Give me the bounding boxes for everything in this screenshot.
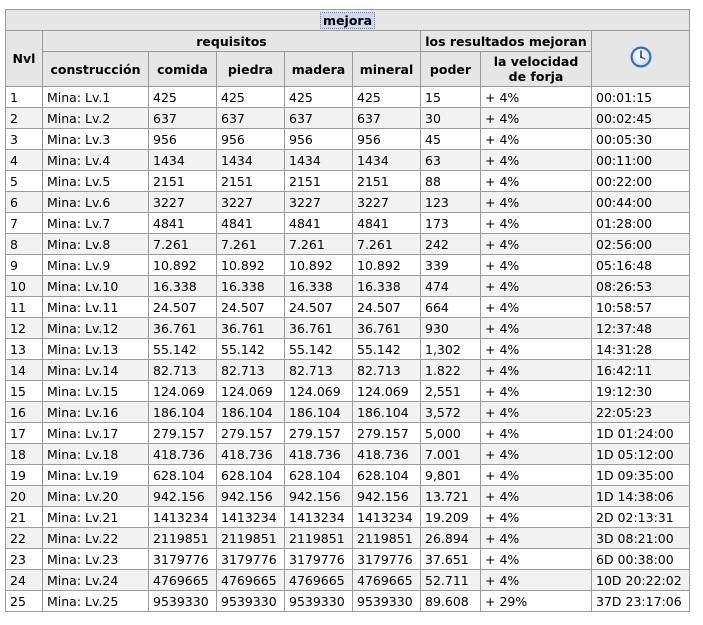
cell-madera: 425 bbox=[285, 87, 353, 108]
cell-comida: 9539330 bbox=[149, 591, 217, 612]
cell-velocidad: + 4% bbox=[481, 234, 592, 255]
cell-comida: 16.338 bbox=[149, 276, 217, 297]
cell-velocidad: + 4% bbox=[481, 276, 592, 297]
cell-comida: 637 bbox=[149, 108, 217, 129]
table-row bbox=[6, 591, 690, 612]
cell-velocidad: + 29% bbox=[481, 591, 592, 612]
cell-comida: 3179776 bbox=[149, 549, 217, 570]
cell-piedra: 55.142 bbox=[217, 339, 285, 360]
cell-madera: 9539330 bbox=[285, 591, 353, 612]
cell-time: 1D 14:38:06 bbox=[592, 486, 690, 507]
cell-poder: 339 bbox=[421, 255, 481, 276]
cell-mineral: 16.338 bbox=[353, 276, 421, 297]
table-title-text: mejora bbox=[320, 12, 375, 29]
cell-building: Mina: Lv.16 bbox=[43, 402, 149, 423]
cell-poder: 19.209 bbox=[421, 507, 481, 528]
cell-building: Mina: Lv.13 bbox=[43, 339, 149, 360]
cell-comida: 1413234 bbox=[149, 507, 217, 528]
cell-mineral: 9539330 bbox=[353, 591, 421, 612]
cell-piedra: 2119851 bbox=[217, 528, 285, 549]
cell-comida: 425 bbox=[149, 87, 217, 108]
cell-piedra: 942.156 bbox=[217, 486, 285, 507]
cell-velocidad: + 4% bbox=[481, 171, 592, 192]
cell-velocidad: + 4% bbox=[481, 423, 592, 444]
cell-comida: 3227 bbox=[149, 192, 217, 213]
cell-mineral: 82.713 bbox=[353, 360, 421, 381]
cell-comida: 36.761 bbox=[149, 318, 217, 339]
cell-piedra: 3179776 bbox=[217, 549, 285, 570]
cell-building: Mina: Lv.9 bbox=[43, 255, 149, 276]
header-requisitos: requisitos bbox=[43, 31, 421, 52]
table-row bbox=[6, 150, 690, 171]
header-velocidad bbox=[481, 52, 592, 87]
cell-madera: 7.261 bbox=[285, 234, 353, 255]
cell-mineral: 628.104 bbox=[353, 465, 421, 486]
cell-time: 00:11:00 bbox=[592, 150, 690, 171]
cell-level: 2 bbox=[6, 108, 43, 129]
cell-level: 4 bbox=[6, 150, 43, 171]
table-row bbox=[6, 444, 690, 465]
header-construccion: construcción bbox=[43, 52, 149, 87]
cell-madera: 628.104 bbox=[285, 465, 353, 486]
table-row bbox=[6, 339, 690, 360]
cell-madera: 4841 bbox=[285, 213, 353, 234]
cell-building: Mina: Lv.20 bbox=[43, 486, 149, 507]
cell-level: 19 bbox=[6, 465, 43, 486]
cell-velocidad: + 4% bbox=[481, 255, 592, 276]
cell-building: Mina: Lv.12 bbox=[43, 318, 149, 339]
cell-velocidad: + 4% bbox=[481, 549, 592, 570]
cell-level: 1 bbox=[6, 87, 43, 108]
cell-mineral: 637 bbox=[353, 108, 421, 129]
cell-velocidad: + 4% bbox=[481, 318, 592, 339]
cell-level: 14 bbox=[6, 360, 43, 381]
cell-level: 17 bbox=[6, 423, 43, 444]
cell-velocidad: + 4% bbox=[481, 360, 592, 381]
cell-piedra: 4769665 bbox=[217, 570, 285, 591]
cell-time: 1D 09:35:00 bbox=[592, 465, 690, 486]
table-row bbox=[6, 213, 690, 234]
cell-piedra: 36.761 bbox=[217, 318, 285, 339]
header-resultados: los resultados mejoran bbox=[421, 31, 592, 52]
cell-poder: 88 bbox=[421, 171, 481, 192]
cell-level: 9 bbox=[6, 255, 43, 276]
cell-building: Mina: Lv.22 bbox=[43, 528, 149, 549]
cell-comida: 942.156 bbox=[149, 486, 217, 507]
cell-level: 20 bbox=[6, 486, 43, 507]
cell-time: 00:05:30 bbox=[592, 129, 690, 150]
cell-mineral: 2119851 bbox=[353, 528, 421, 549]
cell-madera: 956 bbox=[285, 129, 353, 150]
cell-madera: 10.892 bbox=[285, 255, 353, 276]
cell-mineral: 7.261 bbox=[353, 234, 421, 255]
table-row bbox=[6, 171, 690, 192]
table-row bbox=[6, 570, 690, 591]
cell-level: 5 bbox=[6, 171, 43, 192]
cell-mineral: 1434 bbox=[353, 150, 421, 171]
header-time bbox=[592, 31, 690, 87]
header-comida: comida bbox=[149, 52, 217, 87]
cell-time: 01:28:00 bbox=[592, 213, 690, 234]
cell-time: 19:12:30 bbox=[592, 381, 690, 402]
cell-velocidad: + 4% bbox=[481, 192, 592, 213]
cell-comida: 24.507 bbox=[149, 297, 217, 318]
cell-velocidad: + 4% bbox=[481, 297, 592, 318]
cell-poder: 474 bbox=[421, 276, 481, 297]
cell-mineral: 124.069 bbox=[353, 381, 421, 402]
cell-level: 22 bbox=[6, 528, 43, 549]
header-mineral: mineral bbox=[353, 52, 421, 87]
clock-icon bbox=[629, 45, 653, 72]
cell-level: 25 bbox=[6, 591, 43, 612]
cell-time: 00:44:00 bbox=[592, 192, 690, 213]
cell-piedra: 3227 bbox=[217, 192, 285, 213]
cell-comida: 279.157 bbox=[149, 423, 217, 444]
cell-poder: 7.001 bbox=[421, 444, 481, 465]
cell-mineral: 3179776 bbox=[353, 549, 421, 570]
cell-time: 37D 23:17:06 bbox=[592, 591, 690, 612]
cell-comida: 4841 bbox=[149, 213, 217, 234]
cell-madera: 2119851 bbox=[285, 528, 353, 549]
cell-piedra: 425 bbox=[217, 87, 285, 108]
cell-time: 1D 05:12:00 bbox=[592, 444, 690, 465]
cell-piedra: 7.261 bbox=[217, 234, 285, 255]
cell-madera: 3179776 bbox=[285, 549, 353, 570]
cell-level: 7 bbox=[6, 213, 43, 234]
cell-piedra: 9539330 bbox=[217, 591, 285, 612]
cell-piedra: 124.069 bbox=[217, 381, 285, 402]
cell-madera: 3227 bbox=[285, 192, 353, 213]
header-velocidad-line1: la velocidad bbox=[493, 54, 579, 69]
table-row bbox=[6, 318, 690, 339]
table-body bbox=[6, 87, 690, 612]
cell-velocidad: + 4% bbox=[481, 528, 592, 549]
cell-piedra: 279.157 bbox=[217, 423, 285, 444]
cell-mineral: 942.156 bbox=[353, 486, 421, 507]
cell-piedra: 4841 bbox=[217, 213, 285, 234]
table-row bbox=[6, 360, 690, 381]
cell-time: 00:02:45 bbox=[592, 108, 690, 129]
cell-velocidad: + 4% bbox=[481, 444, 592, 465]
cell-madera: 279.157 bbox=[285, 423, 353, 444]
cell-madera: 36.761 bbox=[285, 318, 353, 339]
table-row bbox=[6, 234, 690, 255]
cell-building: Mina: Lv.7 bbox=[43, 213, 149, 234]
cell-building: Mina: Lv.10 bbox=[43, 276, 149, 297]
table-title bbox=[6, 10, 690, 31]
cell-velocidad: + 4% bbox=[481, 465, 592, 486]
cell-building: Mina: Lv.21 bbox=[43, 507, 149, 528]
cell-level: 3 bbox=[6, 129, 43, 150]
cell-time: 10:58:57 bbox=[592, 297, 690, 318]
cell-building: Mina: Lv.14 bbox=[43, 360, 149, 381]
cell-level: 10 bbox=[6, 276, 43, 297]
cell-building: Mina: Lv.25 bbox=[43, 591, 149, 612]
cell-level: 11 bbox=[6, 297, 43, 318]
cell-building: Mina: Lv.8 bbox=[43, 234, 149, 255]
table-row bbox=[6, 528, 690, 549]
cell-level: 8 bbox=[6, 234, 43, 255]
cell-madera: 82.713 bbox=[285, 360, 353, 381]
cell-level: 24 bbox=[6, 570, 43, 591]
cell-mineral: 279.157 bbox=[353, 423, 421, 444]
cell-piedra: 24.507 bbox=[217, 297, 285, 318]
cell-mineral: 24.507 bbox=[353, 297, 421, 318]
cell-mineral: 418.736 bbox=[353, 444, 421, 465]
cell-poder: 30 bbox=[421, 108, 481, 129]
cell-comida: 7.261 bbox=[149, 234, 217, 255]
cell-piedra: 956 bbox=[217, 129, 285, 150]
cell-velocidad: + 4% bbox=[481, 129, 592, 150]
cell-piedra: 418.736 bbox=[217, 444, 285, 465]
cell-level: 18 bbox=[6, 444, 43, 465]
cell-poder: 173 bbox=[421, 213, 481, 234]
cell-time: 00:22:00 bbox=[592, 171, 690, 192]
cell-poder: 52.711 bbox=[421, 570, 481, 591]
cell-poder: 2,551 bbox=[421, 381, 481, 402]
cell-madera: 55.142 bbox=[285, 339, 353, 360]
cell-piedra: 1413234 bbox=[217, 507, 285, 528]
cell-mineral: 956 bbox=[353, 129, 421, 150]
cell-poder: 26.894 bbox=[421, 528, 481, 549]
cell-mineral: 3227 bbox=[353, 192, 421, 213]
table-row bbox=[6, 108, 690, 129]
cell-comida: 55.142 bbox=[149, 339, 217, 360]
cell-poder: 1.822 bbox=[421, 360, 481, 381]
cell-level: 12 bbox=[6, 318, 43, 339]
table-row bbox=[6, 129, 690, 150]
header-piedra: piedra bbox=[217, 52, 285, 87]
cell-mineral: 10.892 bbox=[353, 255, 421, 276]
cell-building: Mina: Lv.6 bbox=[43, 192, 149, 213]
cell-velocidad: + 4% bbox=[481, 486, 592, 507]
cell-velocidad: + 4% bbox=[481, 402, 592, 423]
cell-time: 16:42:11 bbox=[592, 360, 690, 381]
cell-madera: 1413234 bbox=[285, 507, 353, 528]
cell-time: 10D 20:22:02 bbox=[592, 570, 690, 591]
cell-mineral: 1413234 bbox=[353, 507, 421, 528]
cell-building: Mina: Lv.15 bbox=[43, 381, 149, 402]
cell-building: Mina: Lv.11 bbox=[43, 297, 149, 318]
cell-poder: 63 bbox=[421, 150, 481, 171]
table-row bbox=[6, 87, 690, 108]
cell-level: 15 bbox=[6, 381, 43, 402]
table-row bbox=[6, 402, 690, 423]
cell-time: 14:31:28 bbox=[592, 339, 690, 360]
cell-madera: 942.156 bbox=[285, 486, 353, 507]
cell-poder: 5,000 bbox=[421, 423, 481, 444]
cell-poder: 13.721 bbox=[421, 486, 481, 507]
cell-building: Mina: Lv.2 bbox=[43, 108, 149, 129]
table-row bbox=[6, 423, 690, 444]
cell-comida: 2119851 bbox=[149, 528, 217, 549]
cell-piedra: 10.892 bbox=[217, 255, 285, 276]
cell-madera: 24.507 bbox=[285, 297, 353, 318]
cell-building: Mina: Lv.4 bbox=[43, 150, 149, 171]
cell-velocidad: + 4% bbox=[481, 381, 592, 402]
cell-madera: 418.736 bbox=[285, 444, 353, 465]
cell-time: 00:01:15 bbox=[592, 87, 690, 108]
cell-piedra: 16.338 bbox=[217, 276, 285, 297]
cell-building: Mina: Lv.24 bbox=[43, 570, 149, 591]
cell-level: 16 bbox=[6, 402, 43, 423]
cell-building: Mina: Lv.5 bbox=[43, 171, 149, 192]
header-poder: poder bbox=[421, 52, 481, 87]
cell-mineral: 2151 bbox=[353, 171, 421, 192]
cell-time: 1D 01:24:00 bbox=[592, 423, 690, 444]
cell-building: Mina: Lv.19 bbox=[43, 465, 149, 486]
cell-poder: 37.651 bbox=[421, 549, 481, 570]
table-row bbox=[6, 255, 690, 276]
cell-time: 22:05:23 bbox=[592, 402, 690, 423]
cell-velocidad: + 4% bbox=[481, 108, 592, 129]
cell-mineral: 4841 bbox=[353, 213, 421, 234]
cell-time: 02:56:00 bbox=[592, 234, 690, 255]
cell-mineral: 36.761 bbox=[353, 318, 421, 339]
cell-piedra: 628.104 bbox=[217, 465, 285, 486]
cell-comida: 418.736 bbox=[149, 444, 217, 465]
cell-comida: 82.713 bbox=[149, 360, 217, 381]
cell-poder: 89.608 bbox=[421, 591, 481, 612]
cell-poder: 242 bbox=[421, 234, 481, 255]
cell-comida: 956 bbox=[149, 129, 217, 150]
cell-velocidad: + 4% bbox=[481, 150, 592, 171]
cell-velocidad: + 4% bbox=[481, 87, 592, 108]
cell-comida: 4769665 bbox=[149, 570, 217, 591]
cell-madera: 4769665 bbox=[285, 570, 353, 591]
table-row bbox=[6, 276, 690, 297]
cell-piedra: 1434 bbox=[217, 150, 285, 171]
cell-building: Mina: Lv.23 bbox=[43, 549, 149, 570]
cell-piedra: 2151 bbox=[217, 171, 285, 192]
cell-mineral: 186.104 bbox=[353, 402, 421, 423]
cell-comida: 10.892 bbox=[149, 255, 217, 276]
cell-level: 21 bbox=[6, 507, 43, 528]
cell-level: 23 bbox=[6, 549, 43, 570]
cell-time: 08:26:53 bbox=[592, 276, 690, 297]
cell-comida: 186.104 bbox=[149, 402, 217, 423]
table-row bbox=[6, 192, 690, 213]
cell-poder: 15 bbox=[421, 87, 481, 108]
cell-time: 2D 02:13:31 bbox=[592, 507, 690, 528]
cell-building: Mina: Lv.17 bbox=[43, 423, 149, 444]
cell-time: 6D 00:38:00 bbox=[592, 549, 690, 570]
cell-madera: 637 bbox=[285, 108, 353, 129]
cell-building: Mina: Lv.1 bbox=[43, 87, 149, 108]
cell-madera: 186.104 bbox=[285, 402, 353, 423]
cell-time: 3D 08:21:00 bbox=[592, 528, 690, 549]
cell-poder: 1,302 bbox=[421, 339, 481, 360]
cell-poder: 930 bbox=[421, 318, 481, 339]
cell-velocidad: + 4% bbox=[481, 213, 592, 234]
header-velocidad-line2: de forja bbox=[508, 69, 564, 84]
upgrade-table-container bbox=[5, 9, 690, 612]
cell-madera: 2151 bbox=[285, 171, 353, 192]
cell-comida: 628.104 bbox=[149, 465, 217, 486]
cell-building: Mina: Lv.18 bbox=[43, 444, 149, 465]
cell-comida: 2151 bbox=[149, 171, 217, 192]
cell-piedra: 637 bbox=[217, 108, 285, 129]
cell-mineral: 55.142 bbox=[353, 339, 421, 360]
cell-poder: 9,801 bbox=[421, 465, 481, 486]
cell-piedra: 82.713 bbox=[217, 360, 285, 381]
header-nvl: Nvl bbox=[6, 31, 43, 87]
cell-poder: 664 bbox=[421, 297, 481, 318]
cell-comida: 124.069 bbox=[149, 381, 217, 402]
cell-mineral: 425 bbox=[353, 87, 421, 108]
cell-level: 6 bbox=[6, 192, 43, 213]
header-madera: madera bbox=[285, 52, 353, 87]
cell-mineral: 4769665 bbox=[353, 570, 421, 591]
cell-level: 13 bbox=[6, 339, 43, 360]
cell-comida: 1434 bbox=[149, 150, 217, 171]
cell-poder: 123 bbox=[421, 192, 481, 213]
table-row bbox=[6, 486, 690, 507]
cell-velocidad: + 4% bbox=[481, 507, 592, 528]
cell-velocidad: + 4% bbox=[481, 339, 592, 360]
cell-velocidad: + 4% bbox=[481, 570, 592, 591]
cell-madera: 124.069 bbox=[285, 381, 353, 402]
table-row bbox=[6, 297, 690, 318]
cell-building: Mina: Lv.3 bbox=[43, 129, 149, 150]
table-row bbox=[6, 549, 690, 570]
cell-madera: 16.338 bbox=[285, 276, 353, 297]
upgrade-table bbox=[5, 9, 690, 612]
cell-madera: 1434 bbox=[285, 150, 353, 171]
cell-poder: 45 bbox=[421, 129, 481, 150]
table-row bbox=[6, 507, 690, 528]
cell-time: 05:16:48 bbox=[592, 255, 690, 276]
cell-time: 12:37:48 bbox=[592, 318, 690, 339]
cell-piedra: 186.104 bbox=[217, 402, 285, 423]
table-row bbox=[6, 465, 690, 486]
table-row bbox=[6, 381, 690, 402]
cell-poder: 3,572 bbox=[421, 402, 481, 423]
